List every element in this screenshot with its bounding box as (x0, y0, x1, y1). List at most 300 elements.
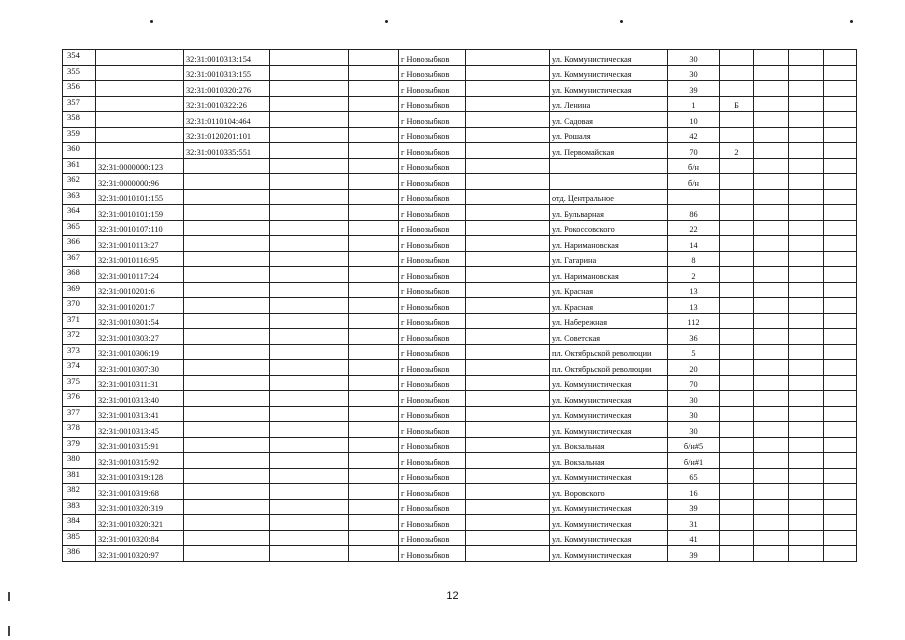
street-cell: ул. Наримановская (550, 236, 668, 252)
empty-cell (824, 546, 857, 562)
row-number: 360 (63, 143, 96, 159)
cadastral-number-alt-cell: 32:31:0110104:464 (184, 112, 270, 128)
empty-cell (789, 282, 824, 298)
empty-cell (824, 468, 857, 484)
empty-cell (270, 174, 349, 190)
building-letter-cell (720, 329, 754, 345)
row-number: 373 (63, 344, 96, 360)
empty-cell (466, 236, 550, 252)
empty-cell (789, 143, 824, 159)
building-letter-cell (720, 267, 754, 283)
empty-cell (754, 344, 789, 360)
empty-cell (789, 422, 824, 438)
row-number: 365 (63, 220, 96, 236)
house-number-cell: 31 (668, 515, 720, 531)
empty-cell (349, 546, 399, 562)
building-letter-cell (720, 298, 754, 314)
city-cell: г Новозыбков (399, 437, 466, 453)
table-row (63, 484, 857, 500)
city-cell: г Новозыбков (399, 81, 466, 97)
empty-cell (754, 499, 789, 515)
cadastral-number-alt-cell (184, 360, 270, 376)
table-row (63, 313, 857, 329)
cadastral-number-alt-cell: 32:31:0010313:155 (184, 65, 270, 81)
street-cell: ул. Гагарина (550, 251, 668, 267)
cadastral-number-alt-cell (184, 251, 270, 267)
street-cell: ул. Коммунистическая (550, 499, 668, 515)
city-cell: г Новозыбков (399, 530, 466, 546)
house-number-cell: 13 (668, 298, 720, 314)
empty-cell (789, 546, 824, 562)
empty-cell (466, 329, 550, 345)
cadastral-number-alt-cell: 32:31:0120201:101 (184, 127, 270, 143)
empty-cell (270, 282, 349, 298)
cadastral-number-alt-cell (184, 236, 270, 252)
empty-cell (754, 189, 789, 205)
empty-cell (824, 143, 857, 159)
cadastral-number-cell: 32:31:0010320:84 (96, 530, 184, 546)
building-letter-cell (720, 205, 754, 221)
cadastral-number-alt-cell: 32:31:0010322:26 (184, 96, 270, 112)
empty-cell (789, 267, 824, 283)
empty-cell (466, 375, 550, 391)
empty-cell (824, 329, 857, 345)
cadastral-number-alt-cell (184, 220, 270, 236)
table-row (63, 81, 857, 97)
empty-cell (789, 515, 824, 531)
empty-cell (270, 267, 349, 283)
scan-dot (150, 20, 153, 23)
city-cell: г Новозыбков (399, 65, 466, 81)
empty-cell (824, 220, 857, 236)
city-cell: г Новозыбков (399, 360, 466, 376)
empty-cell (754, 65, 789, 81)
empty-cell (754, 422, 789, 438)
row-number: 381 (63, 468, 96, 484)
city-cell: г Новозыбков (399, 313, 466, 329)
register-table-body (63, 50, 857, 562)
table-row (63, 189, 857, 205)
empty-cell (349, 313, 399, 329)
empty-cell (466, 127, 550, 143)
row-number: 380 (63, 453, 96, 469)
empty-cell (789, 499, 824, 515)
page-number: 12 (446, 590, 459, 602)
house-number-cell: б/н (668, 174, 720, 190)
building-letter-cell (720, 484, 754, 500)
empty-cell (349, 360, 399, 376)
empty-cell (349, 422, 399, 438)
empty-cell (789, 127, 824, 143)
street-cell: пл. Октябрьской революции (550, 360, 668, 376)
house-number-cell: 41 (668, 530, 720, 546)
empty-cell (824, 391, 857, 407)
cadastral-number-cell: 32:31:0010311:31 (96, 375, 184, 391)
cadastral-number-cell (96, 65, 184, 81)
table-row (63, 174, 857, 190)
cadastral-number-cell: 32:31:0010201:6 (96, 282, 184, 298)
house-number-cell: 30 (668, 50, 720, 66)
empty-cell (824, 282, 857, 298)
empty-cell (466, 189, 550, 205)
empty-cell (789, 484, 824, 500)
cadastral-number-cell: 32:31:0010313:40 (96, 391, 184, 407)
empty-cell (789, 81, 824, 97)
cadastral-number-alt-cell (184, 205, 270, 221)
building-letter-cell (720, 344, 754, 360)
row-number: 359 (63, 127, 96, 143)
building-letter-cell (720, 546, 754, 562)
empty-cell (270, 375, 349, 391)
cadastral-number-cell: 32:31:0010315:91 (96, 437, 184, 453)
empty-cell (754, 50, 789, 66)
row-number: 382 (63, 484, 96, 500)
empty-cell (789, 530, 824, 546)
scan-dot (385, 20, 388, 23)
cadastral-number-cell (96, 127, 184, 143)
table-row (63, 391, 857, 407)
empty-cell (466, 205, 550, 221)
street-cell: ул. Наримановская (550, 267, 668, 283)
street-cell: ул. Садовая (550, 112, 668, 128)
cadastral-number-alt-cell (184, 298, 270, 314)
empty-cell (466, 158, 550, 174)
building-letter-cell: 2 (720, 143, 754, 159)
empty-cell (349, 158, 399, 174)
house-number-cell: 2 (668, 267, 720, 283)
building-letter-cell (720, 112, 754, 128)
street-cell: ул. Коммунистическая (550, 375, 668, 391)
table-row (63, 205, 857, 221)
empty-cell (824, 127, 857, 143)
empty-cell (824, 267, 857, 283)
table-row (63, 515, 857, 531)
row-number: 377 (63, 406, 96, 422)
row-number: 370 (63, 298, 96, 314)
cadastral-number-alt-cell (184, 468, 270, 484)
register-table (62, 49, 857, 562)
city-cell: г Новозыбков (399, 267, 466, 283)
empty-cell (270, 143, 349, 159)
empty-cell (754, 143, 789, 159)
empty-cell (754, 530, 789, 546)
table-row (63, 360, 857, 376)
row-number: 385 (63, 530, 96, 546)
empty-cell (754, 81, 789, 97)
table-row (63, 406, 857, 422)
building-letter-cell (720, 81, 754, 97)
empty-cell (824, 499, 857, 515)
empty-cell (789, 112, 824, 128)
row-number: 362 (63, 174, 96, 190)
city-cell: г Новозыбков (399, 484, 466, 500)
empty-cell (466, 143, 550, 159)
empty-cell (824, 189, 857, 205)
empty-cell (270, 391, 349, 407)
street-cell: ул. Ленина (550, 96, 668, 112)
house-number-cell: 14 (668, 236, 720, 252)
empty-cell (754, 437, 789, 453)
city-cell: г Новозыбков (399, 205, 466, 221)
empty-cell (754, 391, 789, 407)
row-number: 363 (63, 189, 96, 205)
house-number-cell: 30 (668, 406, 720, 422)
building-letter-cell (720, 220, 754, 236)
empty-cell (789, 220, 824, 236)
cadastral-number-cell: 32:31:0010113:27 (96, 236, 184, 252)
city-cell: г Новозыбков (399, 468, 466, 484)
empty-cell (270, 127, 349, 143)
empty-cell (789, 189, 824, 205)
empty-cell (349, 65, 399, 81)
empty-cell (789, 391, 824, 407)
empty-cell (466, 282, 550, 298)
table-row (63, 437, 857, 453)
empty-cell (754, 282, 789, 298)
table-row (63, 344, 857, 360)
empty-cell (789, 96, 824, 112)
cadastral-number-cell: 32:31:0010315:92 (96, 453, 184, 469)
table-row (63, 329, 857, 345)
empty-cell (466, 298, 550, 314)
city-cell: г Новозыбков (399, 499, 466, 515)
street-cell: ул. Вокзальная (550, 437, 668, 453)
empty-cell (789, 375, 824, 391)
empty-cell (349, 267, 399, 283)
building-letter-cell (720, 65, 754, 81)
empty-cell (789, 298, 824, 314)
empty-cell (466, 515, 550, 531)
empty-cell (754, 546, 789, 562)
table-row (63, 546, 857, 562)
cadastral-number-cell (96, 81, 184, 97)
table-row (63, 112, 857, 128)
empty-cell (466, 437, 550, 453)
empty-cell (824, 375, 857, 391)
empty-cell (270, 313, 349, 329)
empty-cell (824, 422, 857, 438)
cadastral-number-cell: 32:31:0010107:110 (96, 220, 184, 236)
empty-cell (270, 65, 349, 81)
house-number-cell: б/н (668, 158, 720, 174)
building-letter-cell: Б (720, 96, 754, 112)
house-number-cell: 13 (668, 282, 720, 298)
empty-cell (349, 344, 399, 360)
table-row (63, 236, 857, 252)
cadastral-number-alt-cell (184, 344, 270, 360)
house-number-cell (668, 189, 720, 205)
empty-cell (349, 127, 399, 143)
street-cell (550, 174, 668, 190)
cadastral-number-cell: 32:31:0010306:19 (96, 344, 184, 360)
empty-cell (270, 406, 349, 422)
street-cell: ул. Коммунистическая (550, 50, 668, 66)
empty-cell (270, 484, 349, 500)
empty-cell (349, 96, 399, 112)
street-cell: ул. Первомайская (550, 143, 668, 159)
empty-cell (270, 453, 349, 469)
empty-cell (270, 50, 349, 66)
empty-cell (349, 391, 399, 407)
empty-cell (466, 267, 550, 283)
table-row (63, 298, 857, 314)
cadastral-number-cell (96, 50, 184, 66)
cadastral-number-cell: 32:31:0000000:123 (96, 158, 184, 174)
empty-cell (270, 546, 349, 562)
city-cell: г Новозыбков (399, 127, 466, 143)
city-cell: г Новозыбков (399, 220, 466, 236)
empty-cell (270, 499, 349, 515)
empty-cell (754, 205, 789, 221)
street-cell: ул. Рокоссовского (550, 220, 668, 236)
empty-cell (789, 360, 824, 376)
city-cell: г Новозыбков (399, 375, 466, 391)
cadastral-number-cell (96, 112, 184, 128)
table-row (63, 96, 857, 112)
cadastral-number-alt-cell (184, 174, 270, 190)
empty-cell (754, 174, 789, 190)
cadastral-number-cell: 32:31:0010116:95 (96, 251, 184, 267)
empty-cell (349, 499, 399, 515)
empty-cell (349, 143, 399, 159)
empty-cell (754, 112, 789, 128)
cadastral-number-cell: 32:31:0010313:45 (96, 422, 184, 438)
table-row (63, 50, 857, 66)
table-row (63, 143, 857, 159)
empty-cell (789, 236, 824, 252)
cadastral-number-cell: 32:31:0010313:41 (96, 406, 184, 422)
cadastral-number-alt-cell: 32:31:0010313:154 (184, 50, 270, 66)
empty-cell (824, 298, 857, 314)
empty-cell (824, 251, 857, 267)
cadastral-number-alt-cell: 32:31:0010320:276 (184, 81, 270, 97)
empty-cell (270, 158, 349, 174)
city-cell: г Новозыбков (399, 453, 466, 469)
empty-cell (754, 375, 789, 391)
empty-cell (789, 251, 824, 267)
empty-cell (754, 127, 789, 143)
house-number-cell: 5 (668, 344, 720, 360)
cadastral-number-cell: 32:31:0010101:155 (96, 189, 184, 205)
building-letter-cell (720, 174, 754, 190)
building-letter-cell (720, 391, 754, 407)
row-number: 386 (63, 546, 96, 562)
empty-cell (824, 515, 857, 531)
row-number: 376 (63, 391, 96, 407)
city-cell: г Новозыбков (399, 298, 466, 314)
empty-cell (754, 468, 789, 484)
city-cell: г Новозыбков (399, 406, 466, 422)
cadastral-number-alt-cell (184, 530, 270, 546)
street-cell: ул. Советская (550, 329, 668, 345)
building-letter-cell (720, 437, 754, 453)
building-letter-cell (720, 313, 754, 329)
cadastral-number-alt-cell (184, 546, 270, 562)
street-cell: ул. Воровского (550, 484, 668, 500)
house-number-cell: 16 (668, 484, 720, 500)
city-cell: г Новозыбков (399, 112, 466, 128)
row-number: 358 (63, 112, 96, 128)
house-number-cell: 10 (668, 112, 720, 128)
city-cell: г Новозыбков (399, 174, 466, 190)
table-row (63, 65, 857, 81)
building-letter-cell (720, 282, 754, 298)
empty-cell (754, 267, 789, 283)
cadastral-number-alt-cell (184, 499, 270, 515)
table-row (63, 453, 857, 469)
street-cell: ул. Красная (550, 298, 668, 314)
empty-cell (789, 205, 824, 221)
empty-cell (466, 65, 550, 81)
table-row (63, 251, 857, 267)
city-cell: г Новозыбков (399, 158, 466, 174)
cadastral-number-cell: 32:31:0010101:159 (96, 205, 184, 221)
cadastral-number-alt-cell (184, 313, 270, 329)
street-cell: ул. Коммунистическая (550, 468, 668, 484)
cadastral-number-cell: 32:31:0010320:321 (96, 515, 184, 531)
cadastral-number-cell: 32:31:0010320:319 (96, 499, 184, 515)
empty-cell (349, 189, 399, 205)
building-letter-cell (720, 499, 754, 515)
city-cell: г Новозыбков (399, 50, 466, 66)
cadastral-number-alt-cell (184, 158, 270, 174)
empty-cell (754, 360, 789, 376)
empty-cell (789, 313, 824, 329)
cadastral-number-alt-cell (184, 282, 270, 298)
house-number-cell: 30 (668, 65, 720, 81)
table-row (63, 267, 857, 283)
empty-cell (270, 205, 349, 221)
empty-cell (824, 65, 857, 81)
empty-cell (466, 81, 550, 97)
street-cell: пл. Октябрьской революции (550, 344, 668, 360)
cadastral-number-alt-cell (184, 375, 270, 391)
empty-cell (349, 453, 399, 469)
empty-cell (270, 112, 349, 128)
empty-cell (824, 530, 857, 546)
empty-cell (270, 251, 349, 267)
street-cell: ул. Коммунистическая (550, 546, 668, 562)
house-number-cell: 8 (668, 251, 720, 267)
building-letter-cell (720, 468, 754, 484)
row-number: 378 (63, 422, 96, 438)
row-number: 384 (63, 515, 96, 531)
empty-cell (789, 65, 824, 81)
city-cell: г Новозыбков (399, 515, 466, 531)
row-number: 354 (63, 50, 96, 66)
cadastral-number-alt-cell (184, 422, 270, 438)
empty-cell (754, 453, 789, 469)
empty-cell (789, 174, 824, 190)
house-number-cell: б/н#5 (668, 437, 720, 453)
cadastral-number-cell: 32:31:0010301:54 (96, 313, 184, 329)
row-number: 379 (63, 437, 96, 453)
empty-cell (349, 530, 399, 546)
empty-cell (824, 96, 857, 112)
empty-cell (789, 453, 824, 469)
cadastral-number-alt-cell (184, 391, 270, 407)
row-number: 355 (63, 65, 96, 81)
table-row (63, 220, 857, 236)
empty-cell (466, 499, 550, 515)
row-number: 375 (63, 375, 96, 391)
empty-cell (466, 112, 550, 128)
empty-cell (824, 313, 857, 329)
cadastral-number-alt-cell (184, 453, 270, 469)
empty-cell (270, 437, 349, 453)
street-cell: ул. Коммунистическая (550, 515, 668, 531)
building-letter-cell (720, 453, 754, 469)
